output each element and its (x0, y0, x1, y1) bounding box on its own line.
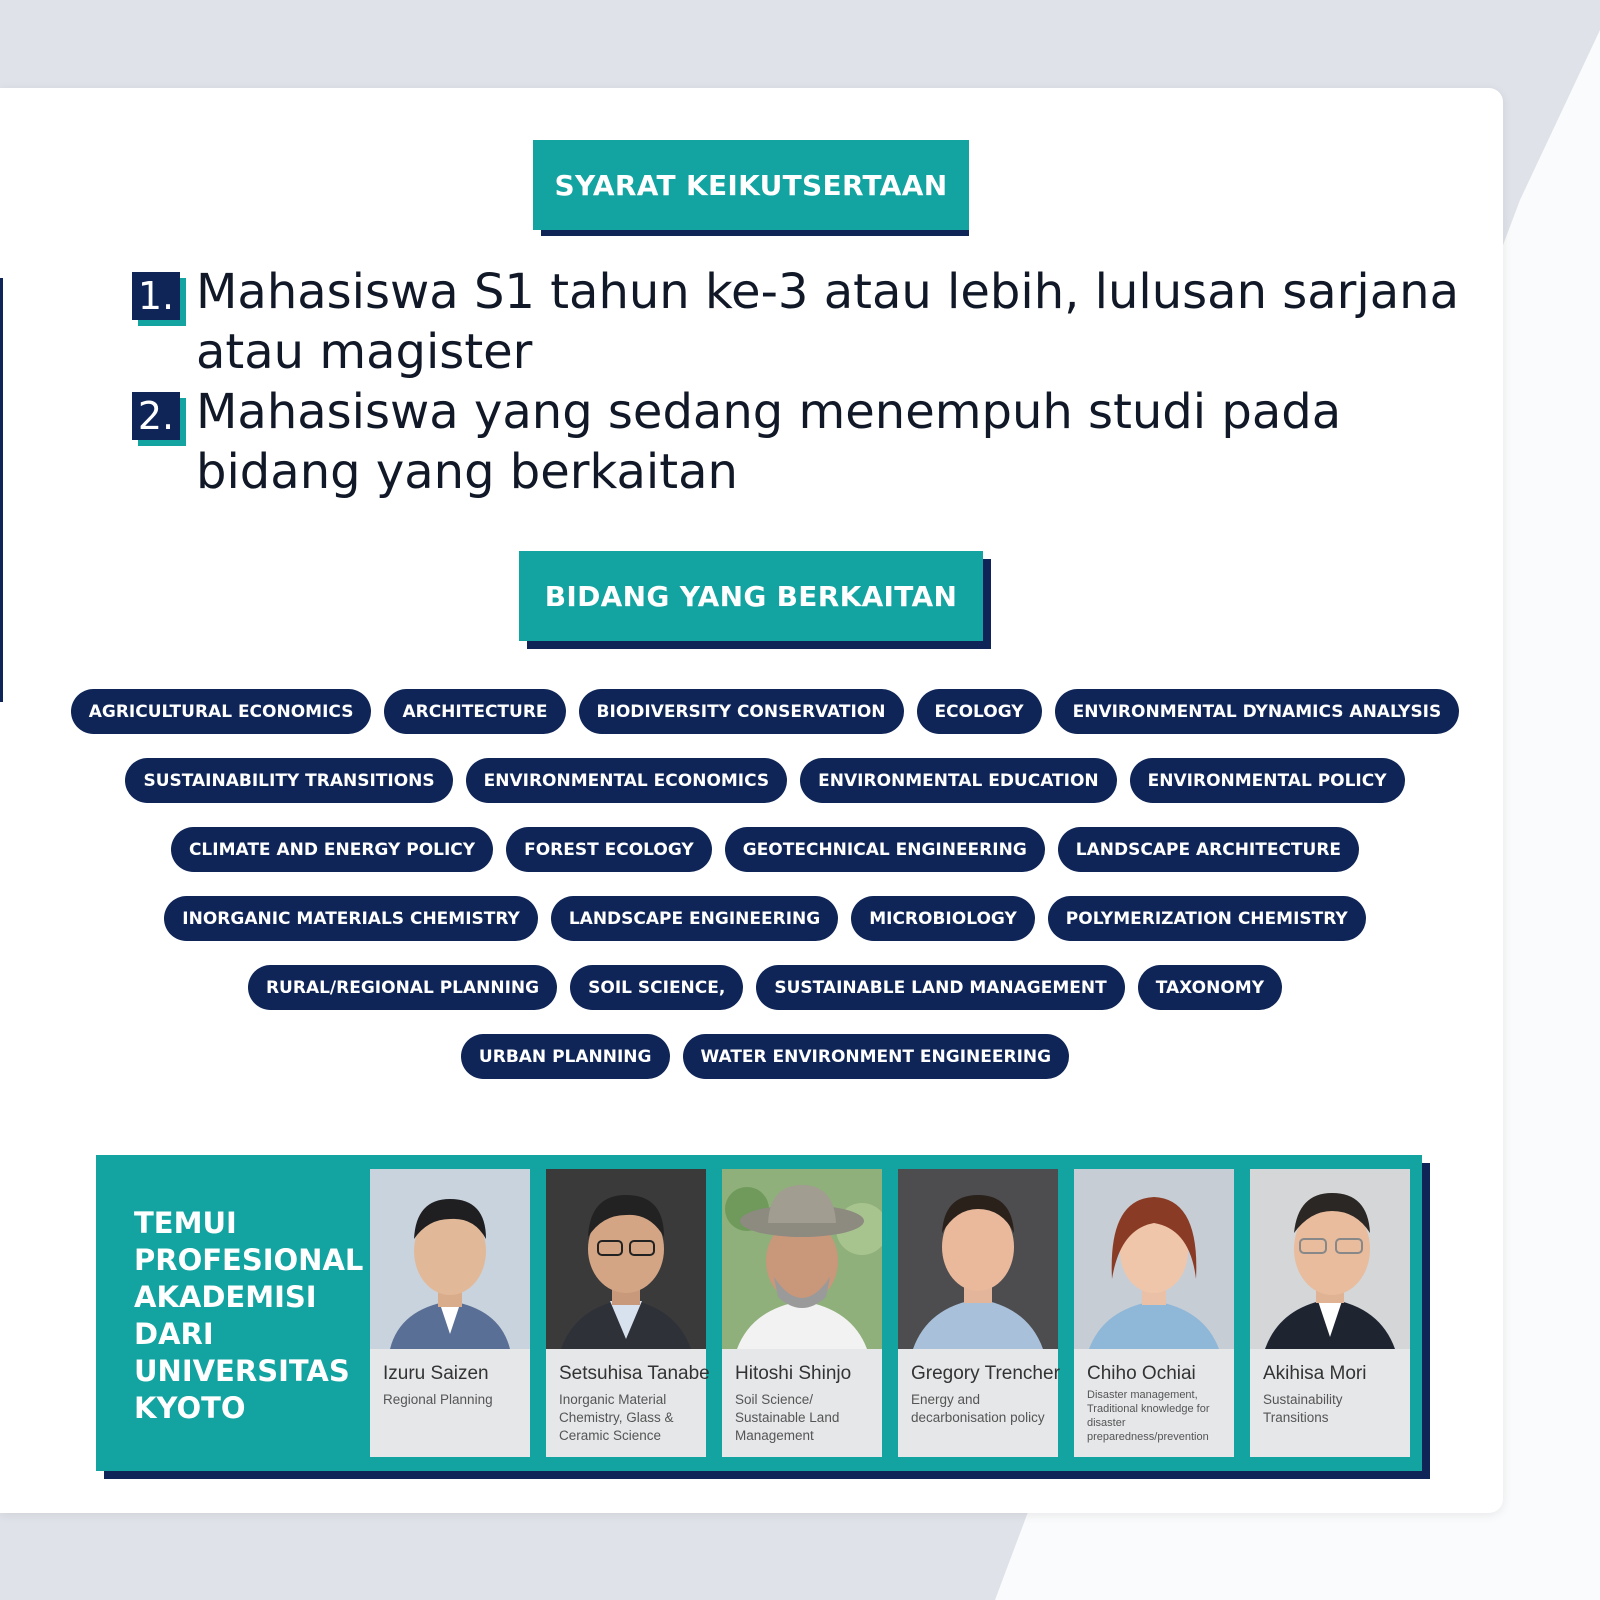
field-tag: RURAL/REGIONAL PLANNING (248, 965, 557, 1010)
tag-row (40, 689, 1490, 734)
requirements-heading: SYARAT KEIKUTSERTAAN (533, 140, 969, 230)
person-role: Sustainability Transitions (1263, 1392, 1343, 1425)
field-tag: SUSTAINABLE LAND MANAGEMENT (756, 965, 1124, 1010)
person-card (370, 1169, 530, 1457)
person-name: Gregory Trencher (911, 1363, 1060, 1384)
requirement-text: Mahasiswa S1 tahun ke-3 atau lebih, lulusan sarjana atau magister (196, 264, 1459, 380)
person-card (546, 1169, 710, 1457)
field-tag: LANDSCAPE ARCHITECTURE (1058, 827, 1359, 872)
person-name: Setsuhisa Tanabe (559, 1363, 710, 1384)
person-photo-icon (1250, 1169, 1410, 1349)
person-card (1250, 1169, 1410, 1457)
field-tag: SUSTAINABILITY TRANSITIONS (125, 758, 452, 803)
field-tags (40, 689, 1490, 1103)
field-tag: CLIMATE AND ENERGY POLICY (171, 827, 493, 872)
person-photo-icon (546, 1169, 706, 1349)
left-accent-rule (0, 278, 3, 702)
person-card (1074, 1169, 1234, 1457)
field-tag: SOIL SCIENCE, (570, 965, 743, 1010)
field-tag: MICROBIOLOGY (851, 896, 1035, 941)
person-photo-icon (1074, 1169, 1234, 1349)
field-tag: ENVIRONMENTAL DYNAMICS ANALYSIS (1055, 689, 1460, 734)
field-tag: ENVIRONMENTAL ECONOMICS (466, 758, 788, 803)
requirements-list (132, 262, 1462, 502)
field-tag: LANDSCAPE ENGINEERING (551, 896, 838, 941)
person-card (898, 1169, 1058, 1457)
field-tag: FOREST ECOLOGY (506, 827, 712, 872)
field-tag: INORGANIC MATERIALS CHEMISTRY (164, 896, 538, 941)
field-tag: ENVIRONMENTAL POLICY (1130, 758, 1405, 803)
fields-heading: BIDANG YANG BERKAITAN (519, 551, 983, 641)
tag-row (40, 827, 1490, 872)
field-tag: ECOLOGY (917, 689, 1042, 734)
tag-row (40, 1034, 1490, 1079)
requirements-heading-block (533, 140, 977, 238)
fields-heading-block (519, 551, 993, 651)
person-photo-icon (898, 1169, 1058, 1349)
field-tag: ENVIRONMENTAL EDUCATION (800, 758, 1116, 803)
tag-row (40, 758, 1490, 803)
person-photo-icon (370, 1169, 530, 1349)
field-tag: GEOTECHNICAL ENGINEERING (725, 827, 1045, 872)
number-badge (132, 392, 180, 440)
number-label: 1. (132, 272, 180, 320)
professionals-banner (96, 1155, 1422, 1471)
list-item (132, 382, 1462, 502)
number-label: 2. (132, 392, 180, 440)
person-role: Energy and decarbonisation policy (911, 1392, 1045, 1425)
person-card (722, 1169, 882, 1457)
requirement-text: Mahasiswa yang sedang menempuh studi pada bidang yang berkaitan (196, 384, 1342, 500)
tag-row (40, 965, 1490, 1010)
person-role: Disaster management, Traditional knowledge for disaster preparedness/prevention (1087, 1389, 1210, 1443)
field-tag: ARCHITECTURE (384, 689, 565, 734)
field-tag: POLYMERIZATION CHEMISTRY (1048, 896, 1366, 941)
field-tag: TAXONOMY (1138, 965, 1282, 1010)
person-name: Izuru Saizen (383, 1363, 489, 1384)
tag-row (40, 896, 1490, 941)
person-photo-icon (722, 1169, 882, 1349)
person-name: Hitoshi Shinjo (735, 1363, 852, 1384)
person-role: Regional Planning (383, 1392, 493, 1407)
person-role: Inorganic Material Chemistry, Glass & Ceramic Science (559, 1392, 674, 1443)
person-role: Soil Science/ Sustainable Land Management (735, 1392, 840, 1443)
field-tag: URBAN PLANNING (461, 1034, 670, 1079)
field-tag: BIODIVERSITY CONSERVATION (579, 689, 904, 734)
people-list (370, 1169, 1410, 1457)
person-name: Akihisa Mori (1263, 1363, 1367, 1384)
person-name: Chiho Ochiai (1087, 1363, 1196, 1384)
list-item (132, 262, 1462, 382)
number-badge (132, 272, 180, 320)
field-tag: WATER ENVIRONMENT ENGINEERING (683, 1034, 1070, 1079)
field-tag: AGRICULTURAL ECONOMICS (71, 689, 372, 734)
banner-title: TEMUI PROFESIONAL AKADEMISI DARI UNIVERSITAS KYOTO (134, 1206, 364, 1425)
